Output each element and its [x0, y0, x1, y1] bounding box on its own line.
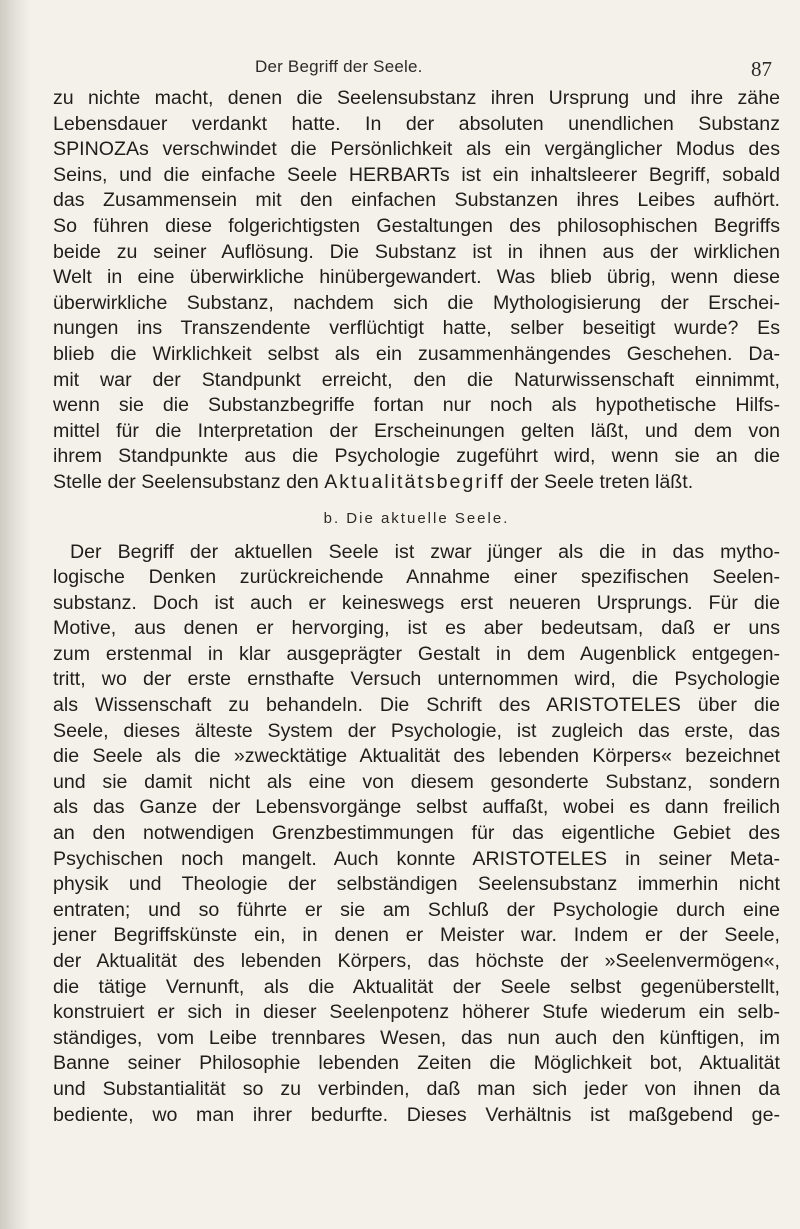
text-line: Psychischen noch mangelt. Auch konnte ARISTOTELES in seiner Meta-: [53, 847, 780, 870]
text-line: die Seele als die »zwecktätige Aktualität des lebenden Körpers« bezeichnet: [53, 745, 780, 768]
text-line: und sie damit nicht als eine von diesem gesonderte Substanz, sondern: [53, 770, 780, 793]
page-edge-shadow: [0, 0, 30, 1229]
text-line: der Aktualität des lebenden Körpers, das höchste der »Seelenvermögen«,: [53, 950, 780, 972]
paragraph-1: [53, 86, 780, 470]
text-line: Seele, dieses älteste System der Psychologie, ist zugleich das erste, das: [53, 719, 780, 742]
running-head: Der Begriff der Seele.: [255, 57, 423, 76]
text-line: jener Begriffskünste ein, in denen er Meister war. Indem er der Seele,: [53, 924, 780, 947]
text-line: logische Denken zurückreichende Annahme einer spezifischen Seelen-: [53, 566, 780, 589]
text-run: Stelle der Seelensubstanz den: [53, 470, 325, 493]
section-heading: b. Die aktuelle Seele.: [323, 509, 510, 527]
text-line: nungen ins Transzendente verflüchtigt hatte, selber beseitigt wurde? Es: [53, 317, 780, 340]
text-line: substanz. Doch ist auch er keineswegs erst neueren Ursprungs. Für die: [53, 591, 780, 614]
text-line: zu nichte macht, denen die Seelensubstanz ihren Ursprung und ihre zähe: [53, 87, 780, 109]
text-line: ihrem Standpunkte aus die Psychologie zugeführt wird, wenn sie an die: [53, 445, 780, 468]
paragraph-1-last-line: [53, 470, 780, 496]
text-line: blieb die Wirklichkeit selbst als ein zusammenhängendes Geschehen. Da-: [53, 342, 780, 365]
text-line: mittel für die Interpretation der Erscheinungen gelten läßt, und dem von: [53, 419, 780, 442]
text-line: Der Begriff der aktuellen Seele ist zwar jünger als die in das mytho-: [70, 540, 780, 563]
text-line: an den notwendigen Grenzbestimmungen für das eigentliche Gebiet des: [53, 822, 780, 845]
text-line: wenn sie die Substanzbegriffe fortan nur noch als hypothetische Hilfs-: [53, 394, 780, 417]
text-line: bediente, wo man ihrer bedurfte. Dieses Verhältnis ist maßgebend ge-: [53, 1103, 780, 1126]
text-line: entraten; und so führte er sie am Schluß der Psychologie durch eine: [53, 898, 780, 921]
text-line: überwirkliche Substanz, nachdem sich die Mythologisierung der Erschei-: [53, 291, 780, 314]
text-line: So führen diese folgerichtigsten Gestaltungen des philosophischen Begriffs: [53, 214, 780, 237]
text-line: tritt, wo der erste ernsthafte Versuch unternommen wird, die Psychologie: [53, 668, 780, 691]
text-line: physik und Theologie der selbständigen Seelensubstanz immerhin nicht: [53, 873, 780, 896]
text-line: als das Ganze der Lebensvorgänge selbst auffaßt, wobei es dann freilich: [53, 796, 780, 819]
text-line: Lebensdauer verdankt hatte. In der absoluten unendlichen Substanz: [53, 112, 780, 135]
text-line: Seins, und die einfache Seele HERBARTs ist ein inhaltsleerer Begriff, sobald: [53, 163, 780, 186]
text-line: die tätige Vernunft, als die Aktualität der Seele selbst gegenüberstellt,: [53, 975, 780, 998]
body-text: [53, 86, 780, 1128]
text-line: Banne seiner Philosophie lebenden Zeiten die Möglichkeit bot, Aktualität: [53, 1052, 780, 1075]
page-header: [0, 57, 800, 81]
text-line: und Substantialität so zu verbinden, daß man sich jeder von ihnen da: [53, 1077, 780, 1100]
text-line: konstruiert er sich in dieser Seelenpotenz höherer Stufe wiederum ein selb-: [53, 1001, 780, 1024]
text-line: das Zusammensein mit den einfachen Substanzen ihres Leibes aufhört.: [53, 189, 780, 212]
paragraph-2: [53, 540, 780, 1129]
text-line: Welt in eine überwirkliche hinübergewandert. Was blieb übrig, wenn diese: [53, 266, 780, 289]
text-line: zum erstenmal in klar ausgeprägter Gestalt in dem Augenblick entgegen-: [53, 642, 780, 665]
text-line: als Wissenschaft zu behandeln. Die Schrift des ARISTOTELES über die: [53, 694, 780, 717]
text-run: der Seele treten läßt.: [504, 470, 694, 493]
text-line: SPINOZAs verschwindet die Persönlichkeit als ein vergänglicher Modus des: [53, 138, 780, 161]
text-line: Motive, aus denen er hervorging, ist es aber bedeutsam, daß er uns: [53, 617, 780, 640]
emphasized-term: Aktualitätsbegriff: [324, 470, 505, 493]
text-line: mit war der Standpunkt erreicht, den die Naturwissenschaft einnimmt,: [53, 368, 780, 391]
text-line: beide zu seiner Auflösung. Die Substanz ist in ihnen aus der wirklichen: [53, 240, 780, 263]
text-line: ständiges, vom Leibe trennbares Wesen, das nun auch den künftigen, im: [53, 1026, 780, 1049]
page-number: 87: [751, 57, 772, 81]
